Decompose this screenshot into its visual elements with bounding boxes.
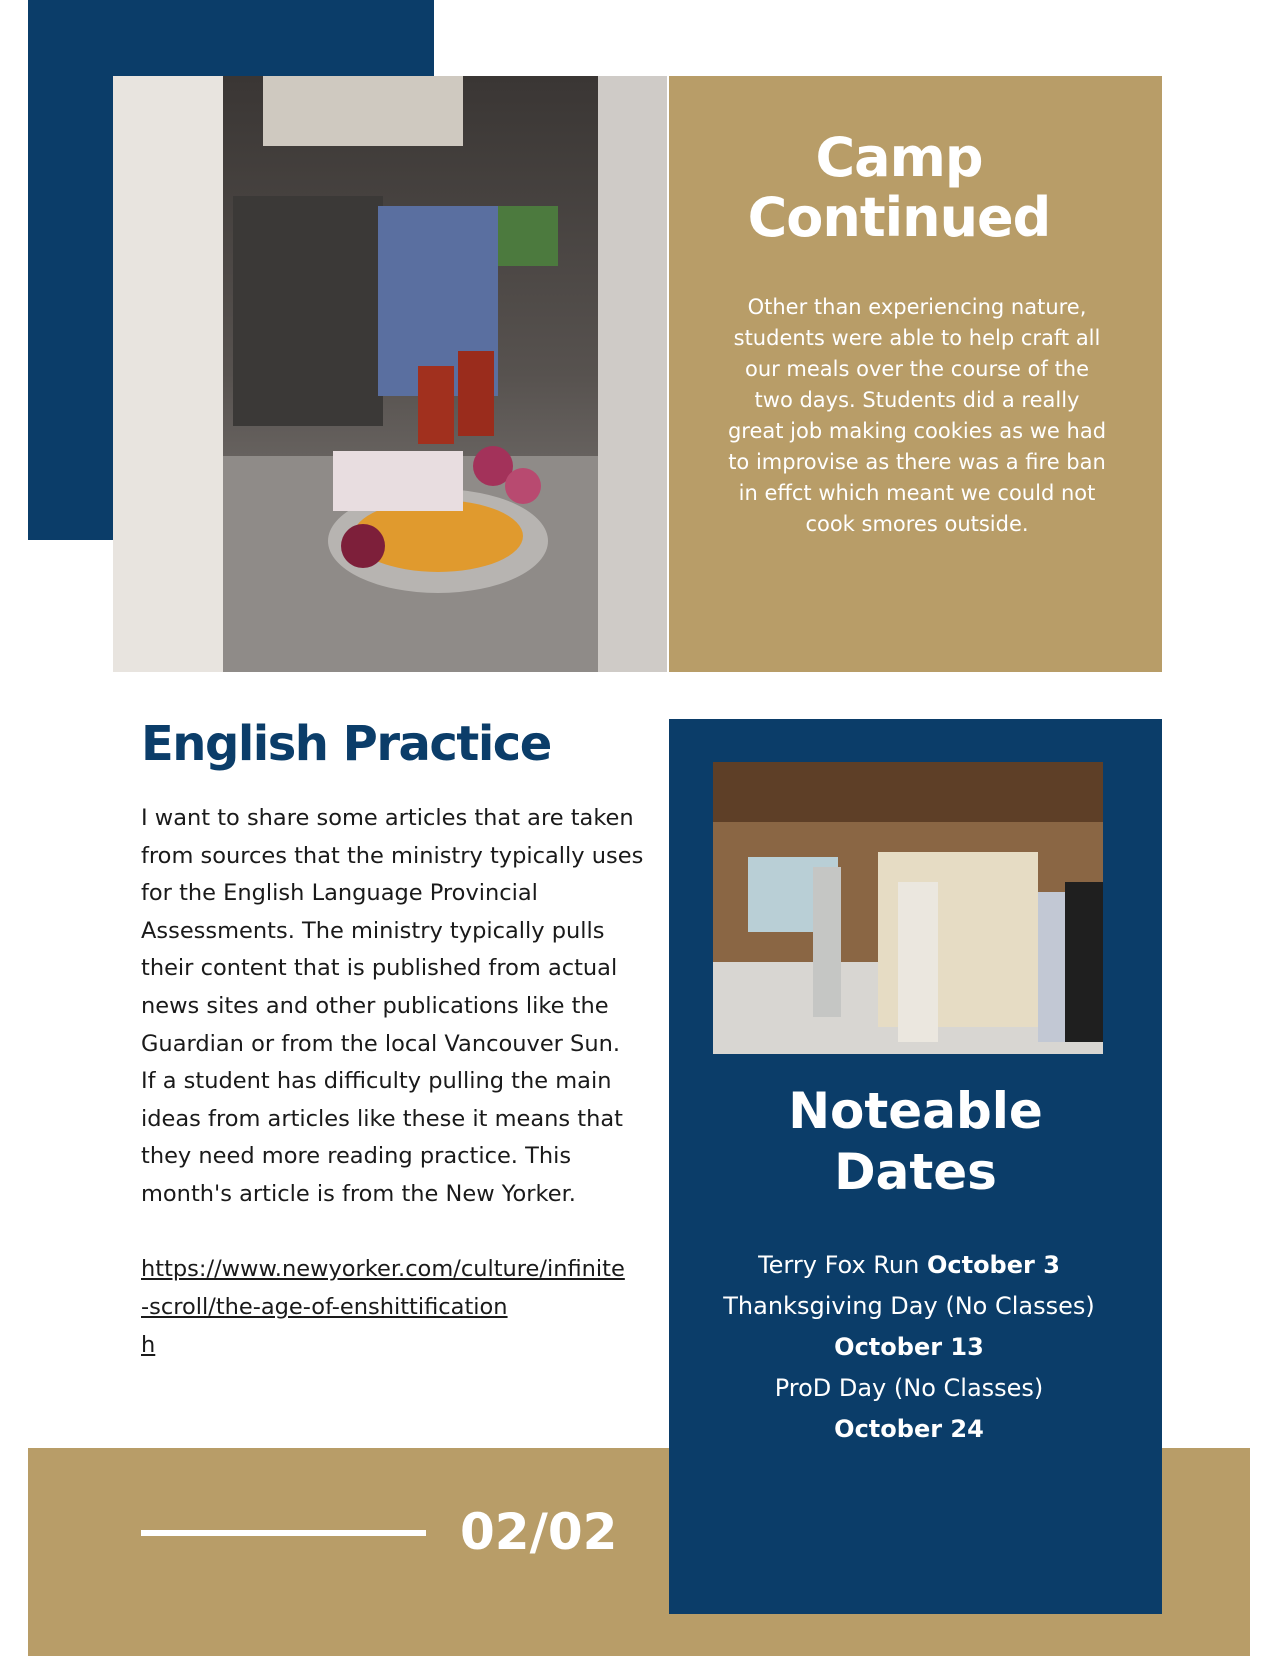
article-link[interactable]: https://www.newyorker.com/culture/infinite -scroll/the-age-of-enshittification h xyxy=(141,1256,625,1358)
dates-title-line2: Dates xyxy=(834,1143,997,1201)
photo-students-cooking xyxy=(113,76,667,672)
camp-continued-panel xyxy=(669,76,1162,672)
english-practice-title: English Practice xyxy=(141,716,551,772)
noteable-dates-title xyxy=(669,1081,1162,1203)
footer-divider-line xyxy=(141,1530,426,1536)
noteable-dates-panel xyxy=(669,719,1162,1614)
date-item-prod-date: October 24 xyxy=(834,1415,984,1443)
camp-title xyxy=(669,128,1129,248)
dates-list xyxy=(669,1245,1149,1450)
date-event: Terry Fox Run xyxy=(758,1251,920,1279)
dates-title-line1: Noteable xyxy=(788,1082,1043,1140)
camp-title-line2: Continued xyxy=(747,186,1051,249)
date-item-prod-event: ProD Day (No Classes) xyxy=(774,1374,1044,1402)
date-item-thanksgiving-event: Thanksgiving Day (No Classes) xyxy=(723,1292,1095,1320)
date-item-thanksgiving-date: October 13 xyxy=(834,1333,984,1361)
photo-students-room xyxy=(713,762,1103,1054)
date-item-terry-fox xyxy=(669,1245,1149,1286)
camp-body-text: Other than experiencing nature, students were able to help craft all our meals over the course of the two days. Students did a really great job making cookies as we had to improvise as there was a fire ban in effct which meant we could not cook smores outside. xyxy=(727,295,1107,536)
camp-title-line1: Camp xyxy=(815,126,983,189)
english-practice-body: I want to share some articles that are taken from sources that the ministry typically uses for the English Language Provincial Assessments. The ministry typically pulls their content that is published from actual news sites and other publications like the Guardian or from the local Vancouver Sun. If a student has difficulty pulling the main ideas from articles like these it means that they need more reading practice. This month's article is from the New Yorker. xyxy=(141,805,644,1207)
page-number: 02/02 xyxy=(460,1503,618,1561)
date-value: October 3 xyxy=(926,1251,1060,1279)
